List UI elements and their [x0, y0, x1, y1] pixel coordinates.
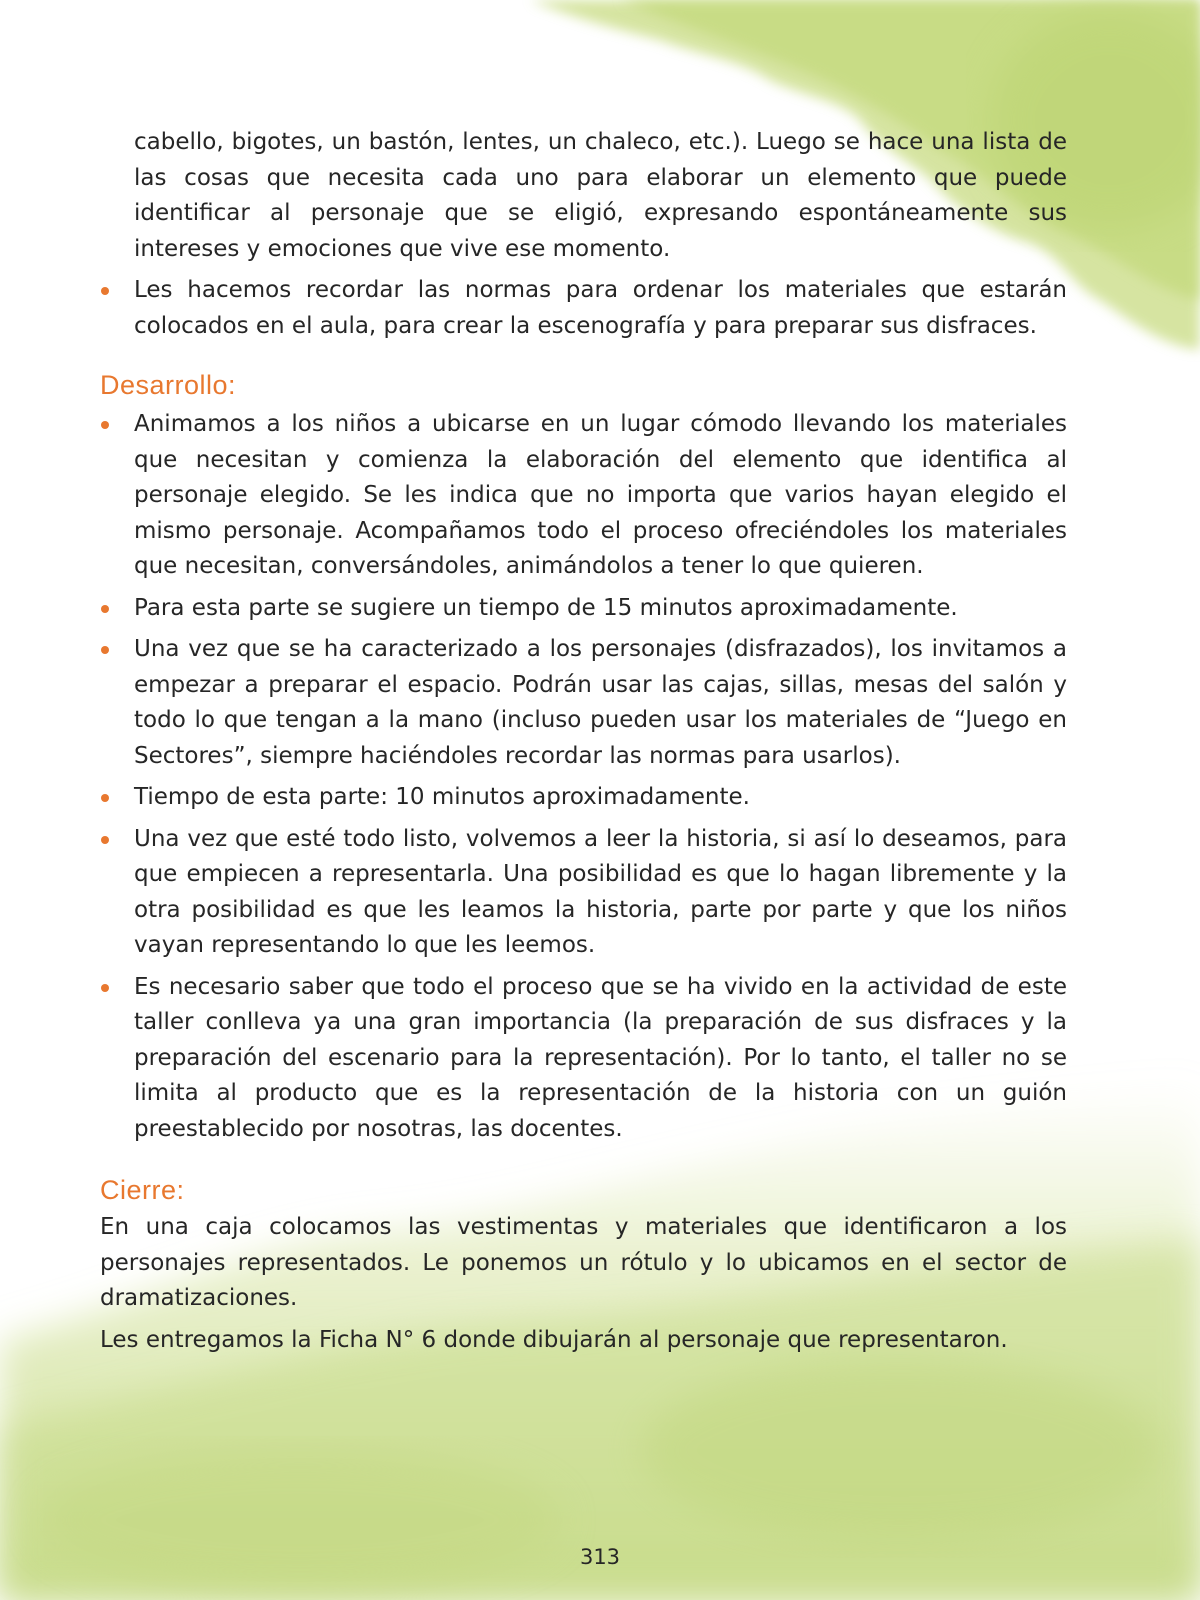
bullet-icon	[101, 421, 109, 429]
list-item-text: Para esta parte se sugiere un tiempo de 15 minutos aproximadamente.	[134, 594, 958, 621]
intro-continued-paragraph: cabello, bigotes, un bastón, lentes, un chaleco, etc.). Luego se hace una lista de las cosas que necesita cada uno para elaborar un elemento que puede identificar al personaje que se eligió, expresando espontáneamente sus intereses y emociones que vive ese momento.	[134, 129, 1067, 262]
list-item	[100, 407, 1067, 585]
section-heading-cierre: Cierre:	[100, 1175, 185, 1205]
list-item-text: Es necesario saber que todo el proceso que se ha vivido en la actividad de este taller conlleva ya una gran importancia (la preparación de sus disfraces y la preparación del escenario para la representación). Por lo tanto, el taller no se limita al producto que es la representación de la historia con un guión preestablecido por nosotras, las docentes.	[134, 973, 1067, 1142]
list-item	[100, 970, 1067, 1148]
list-item-text: Les hacemos recordar las normas para ordenar los materiales que estarán colocados en el aula, para crear la escenografía y para preparar sus disfraces.	[134, 277, 1067, 339]
bullet-icon	[101, 605, 109, 613]
cierre-paragraph: Les entregamos la Ficha N° 6 donde dibujarán al personaje que representaron.	[100, 1326, 1008, 1353]
list-item-text: Una vez que se ha caracterizado a los personajes (disfrazados), los invitamos a empezar a preparar el espacio. Podrán usar las cajas, sillas, mesas del salón y todo lo que tengan a la mano (incluso pueden usar los materiales de “Juego en Sectores”, siempre haciéndoles recordar las normas para usarlos).	[134, 636, 1067, 769]
intro-bullet-list	[100, 273, 1067, 344]
bullet-icon	[101, 287, 109, 295]
list-item-text: Tiempo de esta parte: 10 minutos aproximadamente.	[134, 784, 750, 810]
desarrollo-bullet-list	[100, 407, 1067, 1147]
cierre-paragraph: En una caja colocamos las vestimentas y materiales que identificaron a los personajes representados. Le ponemos un rótulo y lo ubicamos en el sector de dramatizaciones.	[100, 1214, 1067, 1311]
list-item-text: Una vez que esté todo listo, volvemos a leer la historia, si así lo deseamos, para que empiecen a representarla. Una posibilidad es que lo hagan libremente y la otra posibilidad es que les leamos la historia, parte por parte y que los niños vayan representando lo que les leemos.	[134, 825, 1067, 958]
bullet-icon	[101, 984, 109, 992]
section-heading-desarrollo: Desarrollo:	[100, 370, 237, 400]
bullet-icon	[101, 646, 109, 654]
bullet-icon	[101, 794, 109, 802]
page-number: 313	[579, 1545, 621, 1569]
list-item-text: Animamos a los niños a ubicarse en un lugar cómodo llevando los materiales que necesitan y comienza la elaboración del elemento que identifica al personaje elegido. Se les indica que no importa que varios hayan elegido el mismo personaje. Acompañamos todo el proceso ofreciéndoles los materiales que necesitan, conversándoles, animándolos a tener lo que quieren.	[134, 411, 1067, 579]
list-item	[100, 591, 1067, 627]
list-item	[100, 632, 1067, 774]
bullet-icon	[101, 836, 109, 844]
page-content	[100, 125, 1067, 1358]
list-item	[100, 780, 1067, 816]
list-item	[100, 822, 1067, 964]
list-item	[100, 273, 1067, 344]
